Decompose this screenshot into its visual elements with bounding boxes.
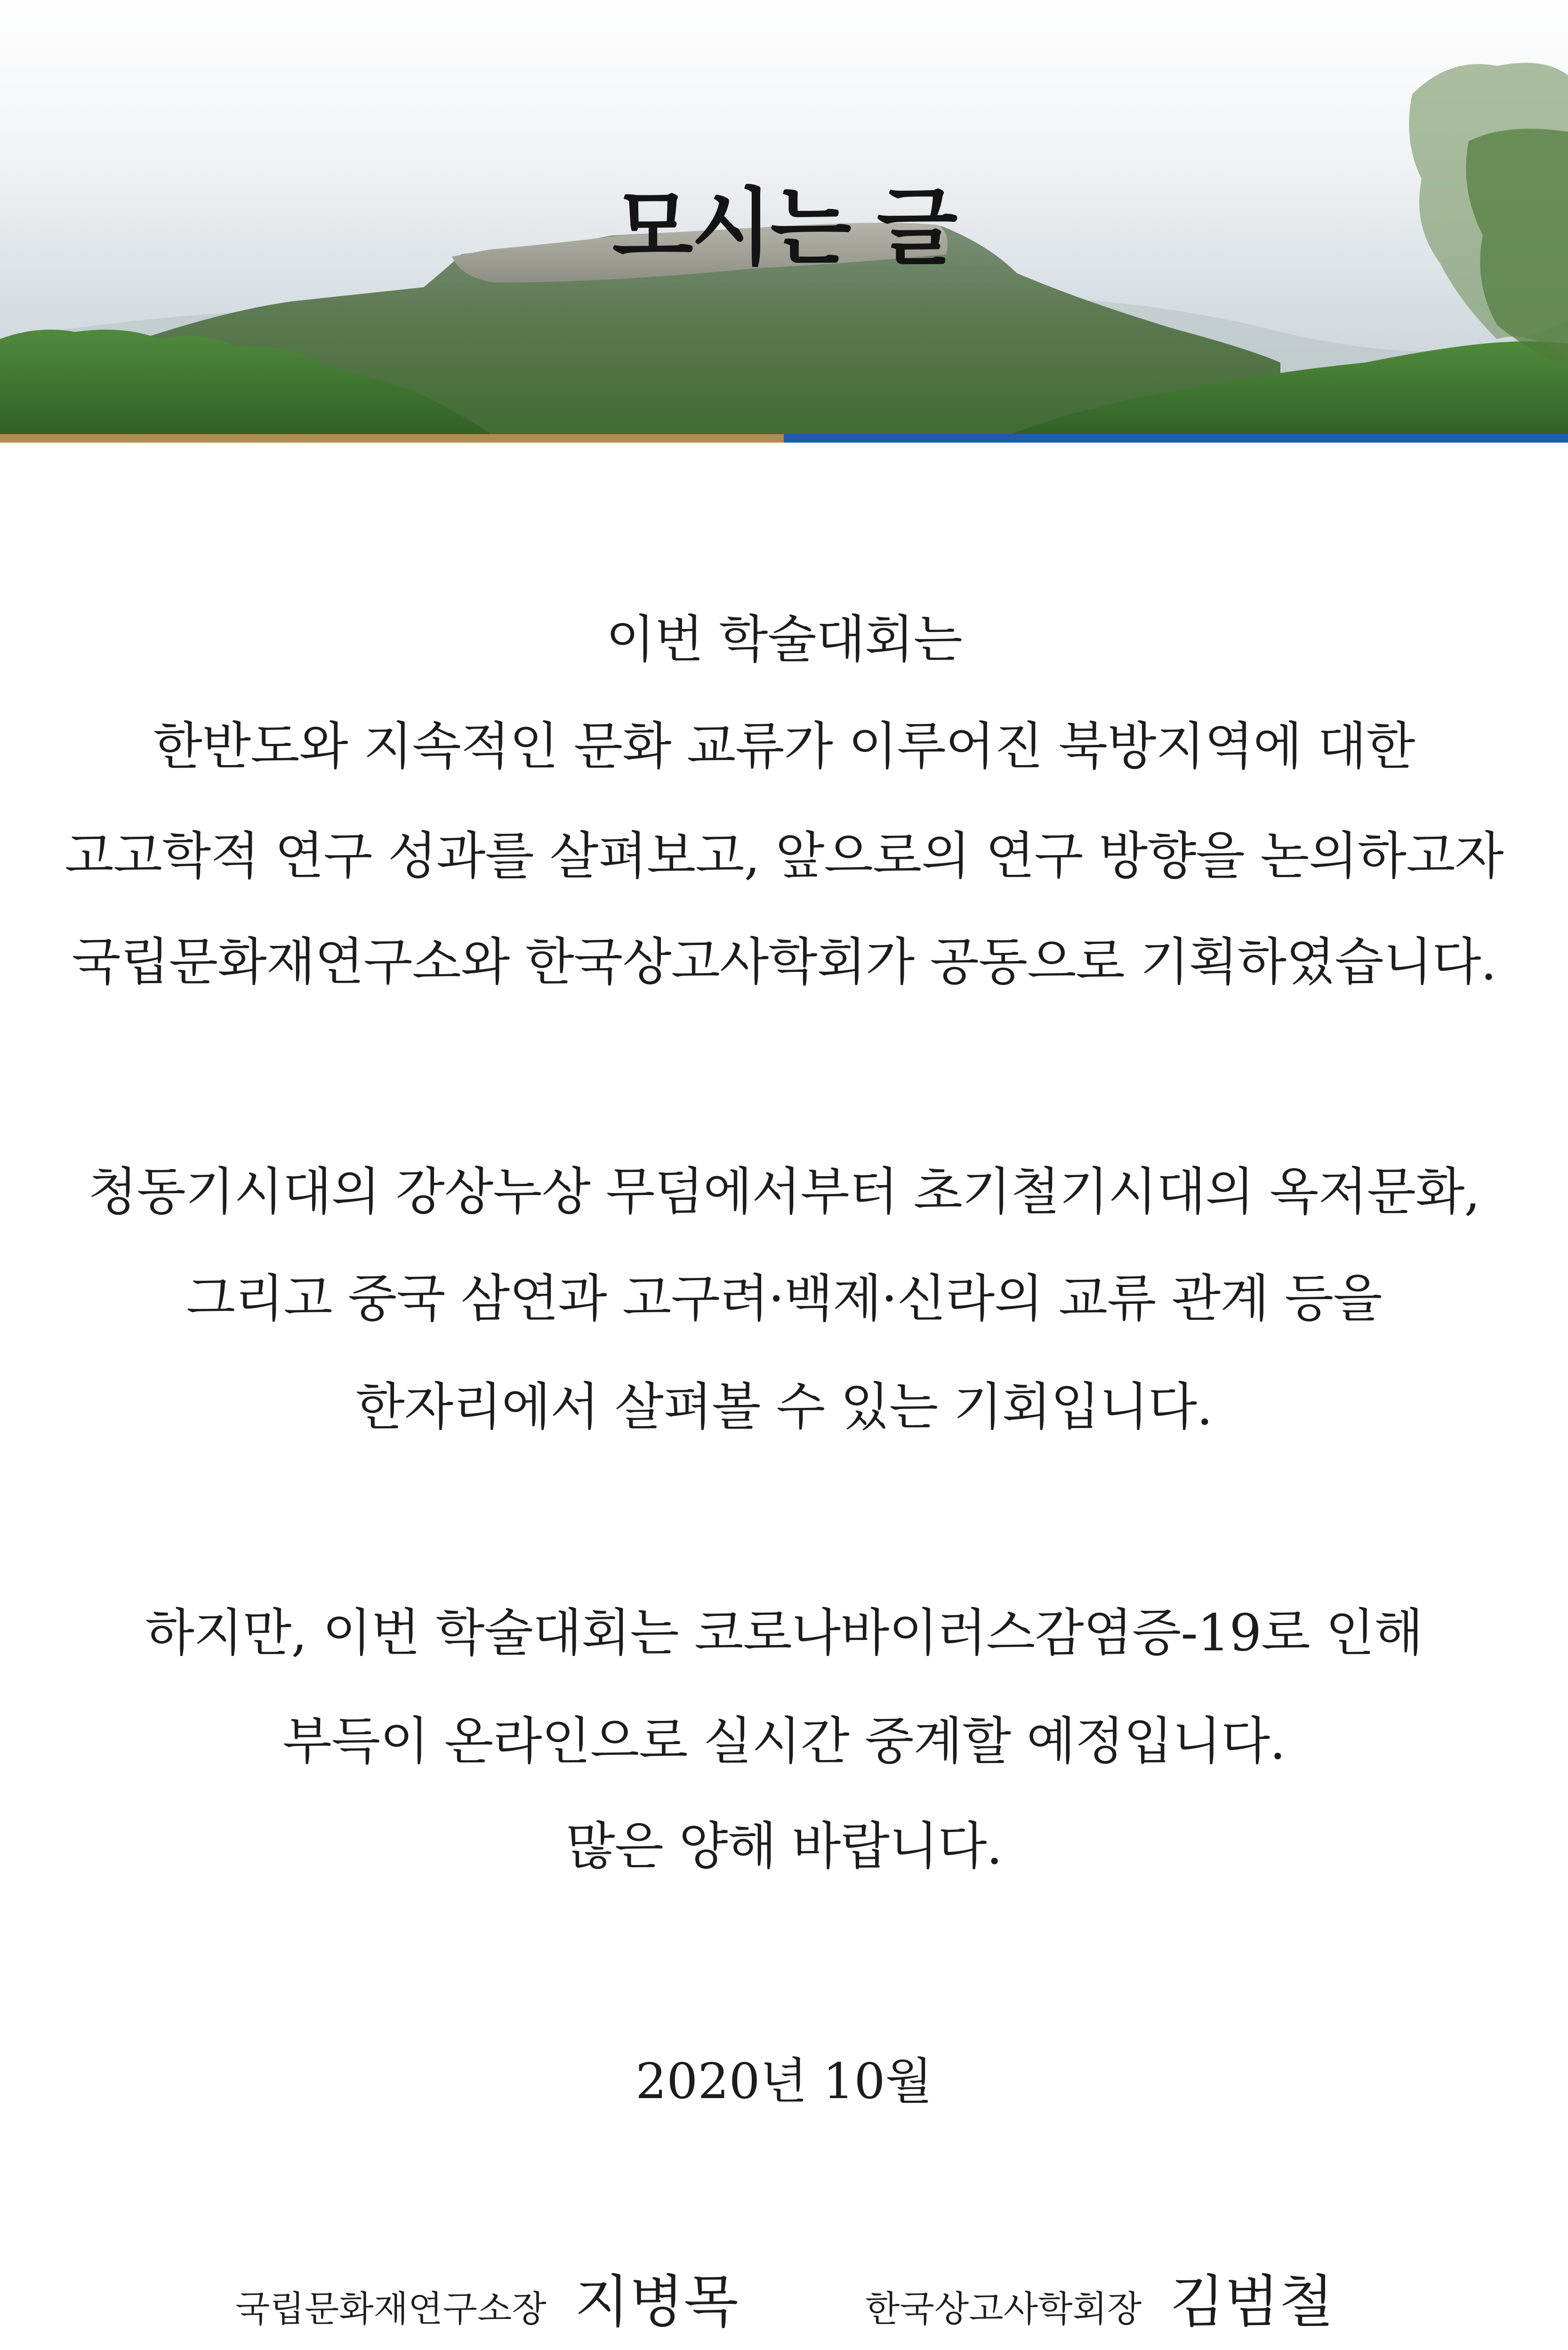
page-title: 모시는 글 — [612, 179, 956, 276]
paragraph-line: 청동기시대의 강상누상 무덤에서부터 초기철기시대의 옥저문화, — [88, 1163, 1480, 1221]
header-banner — [0, 0, 1568, 443]
signature-block — [235, 2269, 739, 2335]
date: 2020년 10월 — [635, 2052, 933, 2110]
signature-block — [865, 2269, 1334, 2335]
paragraph-line: 이번 학술대회는 — [606, 610, 962, 669]
paragraph-line: 그리고 중국 삼연과 고구려·백제·신라의 교류 관계 등을 — [186, 1269, 1382, 1328]
divider-gold — [0, 434, 784, 443]
paragraph-line: 하지만, 이번 학술대회는 코로나바이러스감염증-19로 인해 — [145, 1604, 1423, 1663]
paragraph-line: 부득이 온라인으로 실시간 중계할 예정입니다. — [282, 1712, 1286, 1771]
signature-name: 지병목 — [574, 2269, 739, 2335]
divider-blue — [784, 434, 1568, 443]
paragraph-line: 고고학적 연구 성과를 살펴보고, 앞으로의 연구 방향을 논의하고자 — [64, 827, 1504, 886]
signature-title: 한국상고사학회장 — [865, 2288, 1142, 2330]
signature-name: 김범철 — [1170, 2269, 1334, 2335]
paragraph-line: 많은 양해 바랍니다. — [566, 1817, 1002, 1876]
signature-title: 국립문화재연구소장 — [235, 2288, 547, 2330]
paragraph-line: 국립문화재연구소와 한국상고사학회가 공동으로 기획하였습니다. — [72, 933, 1496, 992]
paragraph-line: 한자리에서 살펴볼 수 있는 기회입니다. — [355, 1378, 1213, 1437]
paragraph-line: 한반도와 지속적인 문화 교류가 이루어진 북방지역에 대한 — [153, 717, 1415, 776]
